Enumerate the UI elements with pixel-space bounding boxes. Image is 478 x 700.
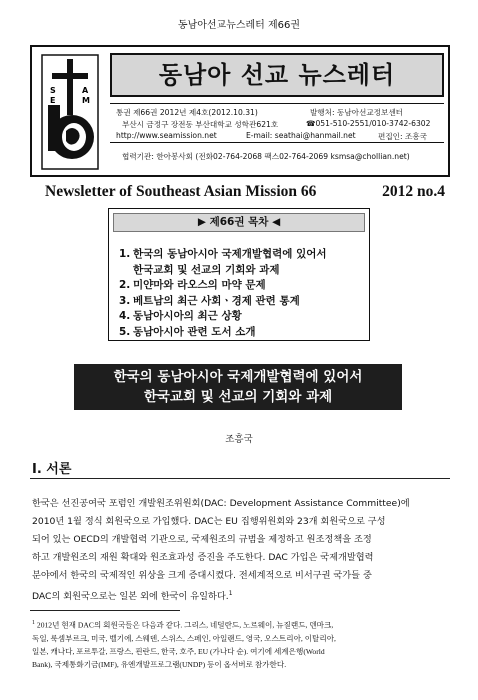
section-divider [30,478,450,479]
email-link[interactable]: E-mail: seathai@hanmail.net [246,131,356,140]
issue-info: 통권 제66권 2012년 제4호(2012.10.31) [116,108,258,117]
footnote-divider [30,610,180,611]
article-title-banner [74,364,402,410]
toc-item[interactable]: 1. 한국의 동남아시아 국제개발협력에 있어서 [119,248,327,260]
footnote [32,617,450,671]
newsletter-name: Newsletter of Southeast Asian Mission 66 [45,183,317,200]
running-header: 동남아선교뉴스레터 제66권 [177,20,301,31]
toc-item[interactable]: 4. 동남아시아의 최근 상황 [119,310,242,323]
phone: ☎051-510-2551/010-3742-6302 [306,119,431,128]
masthead [30,45,450,177]
cross-globe-logo-icon [38,53,102,171]
masthead-title: 동남아 선교 뉴스레터 [110,53,444,97]
footnote-line: 독일, 룩셈부르크, 미국, 벨기에, 스웨덴, 스위스, 스페인, 아일랜드, 영국, 오스트리아, 이탈리아, [32,633,336,643]
toc-item[interactable]: 5. 동남아시아 관련 도서 소개 [119,325,256,338]
footnote-line: $^1$ 2012년 현재 DAC의 회원국들은 다음과 같다. 그리스, 네덜란드, 노르웨이, 뉴질랜드, 덴마크, [32,620,334,630]
publisher: 발행처: 동남아선교정보센터 [310,108,403,117]
svg-text:M: M [82,96,90,105]
table-of-contents [108,208,370,341]
article-title-line: 한국교회 및 선교의 기회와 과제 [143,389,333,405]
section-heading: I. 서론 [32,462,72,477]
website-link[interactable]: http://www.seamission.net [116,131,217,140]
newsletter-title [45,183,445,201]
svg-text:E: E [50,96,56,105]
article-author: 조흥국 [225,434,253,445]
toc-item[interactable]: 2. 미얀마와 라오스의 마약 문제 [119,279,266,292]
paragraph-line: 2010년 1월 정식 회원국으로 가입했다. DAC는 EU 집행위원회와 23개 회원국으로 구성 [32,516,386,527]
address: 부산시 금정구 장전동 부산대학교 성학관621호 [122,120,279,129]
newsletter-issue: 2012 no.4 [382,183,445,200]
toc-heading: ▶ 제66권 목차 ◀ [113,213,365,232]
editor: 편집인: 조흥국 [378,132,427,141]
body-paragraph [32,495,450,606]
paragraph-line: 분야에서 한국의 국제적인 위상을 크게 증대시켰다. 전세계적으로 비서구권 국가들 중 [32,570,372,581]
article-title-line: 한국의 동남아시아 국제개발협력에 있어서 [113,369,363,385]
paragraph-line: 하고 개발원조의 재원 확대와 원조효과성 증진을 주도한다. DAC 가입은 국제개발협력 [32,552,374,563]
cooperation-info: 협력기관: 한아봉사회 (전화02-764-2068 팩스02-764-2069 ksmsa@chollian.net) [122,152,410,161]
footnote-mark: 1 [32,620,35,626]
masthead-info [110,103,444,143]
svg-text:S: S [50,86,56,95]
toc-item-continued: 한국교회 및 선교의 기회와 과제 [133,263,280,276]
paragraph-line: 되어 있는 OECD의 개발협력 기관으로, 국제원조의 규범을 제정하고 원조정책을 조정 [32,534,372,545]
svg-text:A: A [82,86,89,95]
toc-item[interactable]: 3. 베트남의 최근 사회ㆍ경제 관련 통계 [119,294,300,307]
paragraph-line: DAC의 회원국으로는 일본 외에 한국이 유일하다.$^1$ [32,590,233,603]
paragraph-line: 한국은 선진공여국 포럼인 개발원조위원회(DAC: Development Assistance Committee)에 [32,498,410,509]
toc-list [119,247,367,341]
footnote-ref[interactable]: 1 [228,590,233,597]
footnote-line: 일본, 캐나다, 포르투갈, 프랑스, 핀란드, 한국, 호주, EU (가나다 순). 여기에 세계은행(World [32,646,325,656]
footnote-line: Bank), 국제통화기금(IMF), 유엔개발프로그램(UNDP) 등이 옵서버로 참가한다. [32,659,287,669]
